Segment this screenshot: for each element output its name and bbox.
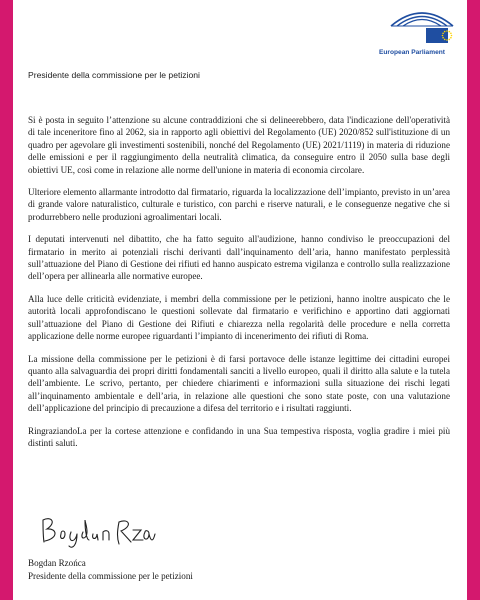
logo-wordmark: European Parliament xyxy=(379,49,445,56)
handwritten-signature xyxy=(37,512,157,548)
recipient-title: Presidente della commissione per le petizioni xyxy=(28,70,200,80)
signatory-role: Presidente della commissione per le petizioni xyxy=(28,571,193,581)
eu-flag-icon xyxy=(426,28,448,43)
european-parliament-logo xyxy=(379,6,467,62)
paragraph: La missione della commissione per le petizioni è di farsi portavoce delle istanze legittime dei cittadini europei quanto alla salvaguardia dei propri diritti fondamentali sanciti a livello europeo, quali il diritto alla salute e la tutela dell’ambiente. Le scrivo, pertanto, per chiedere chiarimenti e informazioni sulla situazione dei rischi legati all’inquinamento ambientale e dell’aria, in relazione alle questioni che sono state poste, con una valutazione dell’applicazione del principio di precauzione a difesa del territorio e i risultati raggiunti. xyxy=(28,353,450,414)
hemicycle-icon xyxy=(389,6,455,28)
paragraph: I deputati intervenuti nel dibattito, che ha fatto seguito all'audizione, hanno condiviso le preoccupazioni del firmatario in merito ai potenziali rischi derivanti dall’inquinamento dell’aria, hanno manifestato perplessità sull’attuazione del Piano di Gestione dei rifiuti ed hanno auspicato estrema vigilanza e controllo sulla realizzazione dell’opera per allinearla alle normative europee. xyxy=(28,234,450,282)
paragraph: Alla luce delle criticità evidenziate, i membri della commissione per le petizioni, hanno inoltre auspicato che le autorità locali approfondiscano le questioni sollevate dal firmatario e verifichino e apportino dati aggiornati sull’attuazione del Piano di Gestione dei Rifiuti e chiarezza nella regolarità delle procedure e nella corretta applicazione delle norme europee riguardanti l’impianto di incenerimento dei rifiuti di Roma. xyxy=(28,293,450,342)
paragraph: Si è posta in seguito l’attenzione su alcune contraddizioni che si delineerebbero, data l'indicazione dell'operatività di tale inceneritore fino al 2062, sia in rapporto agli obiettivi del Regolamento (UE) 2020/852 sull'istituzione di un quadro per agevolare gli investimenti sostenibili, nonché del Regolamento (UE) 2021/1119) in materia di riduzione delle emissioni e per il raggiungimento della neutralità climatica, da conseguire entro il 2050 sulla base degli obiettivi UE, così come in relazione alle norme dell'unione in materia di economia circolare. xyxy=(28,115,450,175)
letter-body xyxy=(28,114,450,459)
signatory-name: Bogdan Rzońca xyxy=(28,558,86,568)
letter-page xyxy=(13,0,467,600)
paragraph: RingraziandoLa per la cortese attenzione e confidando in una Sua tempestiva risposta, voglia gradire i miei più distinti saluti. xyxy=(28,425,450,448)
paragraph: Ulteriore elemento allarmante introdotto dal firmatario, riguarda la localizzazione dell’impianto, previsto in un’area di grande valore naturalistico, culturale e turistico, con parchi e riserve naturali, e le conseguenze negative che si produrrebbero nelle produzioni agroalimentari locali. xyxy=(28,187,450,222)
